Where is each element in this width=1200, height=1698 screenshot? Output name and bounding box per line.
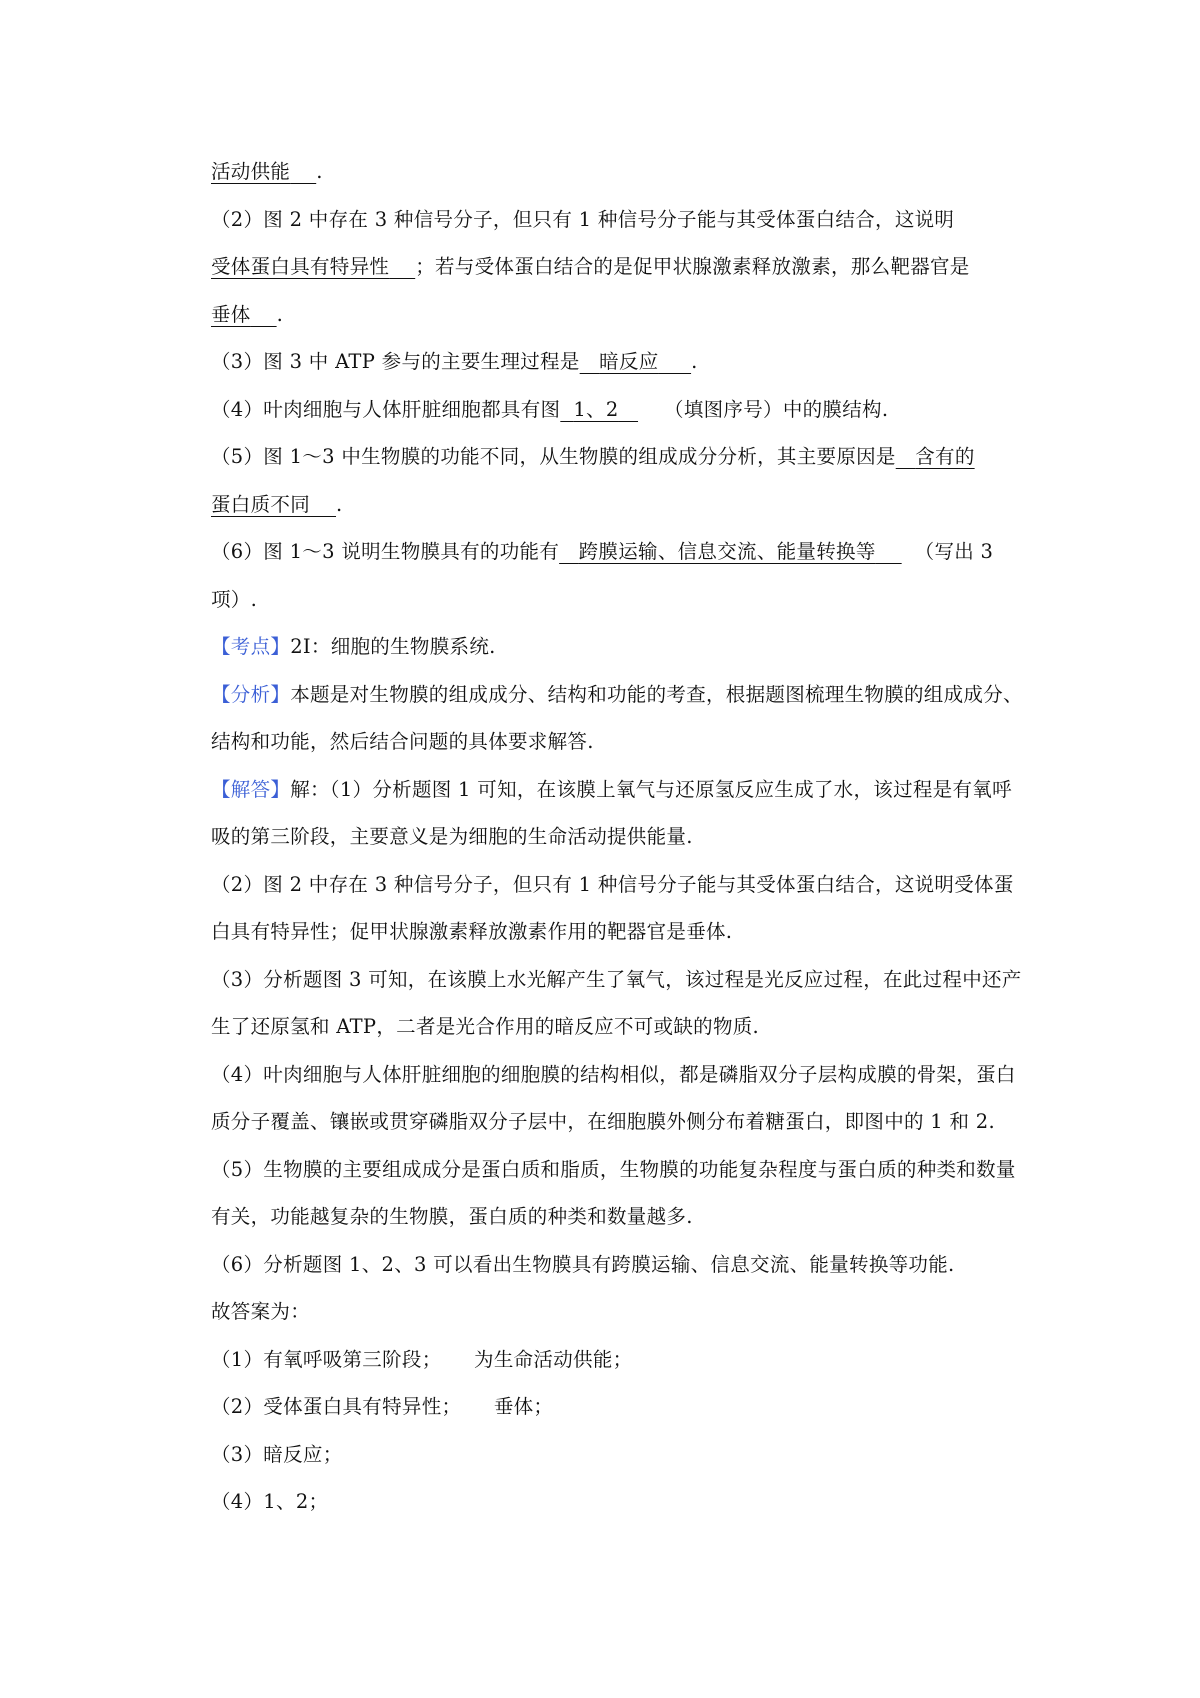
q2-answer-a: 受体蛋白具有特异性 <box>211 255 390 278</box>
jieda-paragraph-6: （6）分析题图 1、2、3 可以看出生物膜具有跨膜运输、信息交流、能量转换等功能. <box>211 1252 955 1276</box>
answers-heading: 故答案为： <box>211 1300 311 1323</box>
q1-tail-line: 活动供能 . <box>211 160 323 183</box>
q4-line: （4）叶肉细胞与人体肝脏细胞都具有图 1、2 （填图序号）中的膜结构. <box>211 397 889 421</box>
q5-answer-a: 含有的 <box>915 445 975 468</box>
jieda-paragraph-5: （5）生物膜的主要组成成分是蛋白质和脂质，生物膜的功能复杂程度与蛋白质的种类和数量有关，功能越复杂的生物膜，蛋白质的种类和数量越多. <box>211 1157 1016 1228</box>
jieda-paragraph-1: 【解答】解：（1）分析题图 1 可知，在该膜上氧气与还原氢反应生成了水，该过程是有氧呼吸的第三阶段，主要意义是为细胞的生命活动提供能量. <box>211 777 1012 848</box>
jieda-paragraph-4: （4）叶肉细胞与人体肝脏细胞的细胞膜的结构相似，都是磷脂双分子层构成膜的骨架，蛋白质分子覆盖、镶嵌或贯穿磷脂双分子层中，在细胞膜外侧分布着糖蛋白，即图中的 1 和 2. <box>211 1062 1016 1133</box>
answer-4: （4）1、2； <box>211 1490 329 1513</box>
answer-3: （3）暗反应； <box>211 1442 343 1466</box>
kaodian-tag: 【考点】 <box>211 635 291 658</box>
answer-2: （2）受体蛋白具有特异性； 垂体； <box>211 1395 554 1418</box>
jieda-paragraph-2: （2）图 2 中存在 3 种信号分子，但只有 1 种信号分子能与其受体蛋白结合，这说明受体蛋白具有特异性；促甲状腺激素释放激素作用的靶器官是垂体. <box>211 872 1014 943</box>
kaodian-line: 【考点】2I：细胞的生物膜系统. <box>211 635 496 658</box>
q4-answer: 1、2 <box>573 397 619 421</box>
answer-1: （1）有氧呼吸第三阶段； 为生命活动供能； <box>211 1347 633 1371</box>
q5-answer-b: 蛋白质不同 <box>211 492 311 516</box>
q6-answer: 跨膜运输、信息交流、能量转换等 <box>578 540 876 563</box>
q3-answer: 暗反应 <box>599 350 659 373</box>
q1-answer: 活动供能 <box>211 160 291 183</box>
fenxi-tag: 【分析】 <box>211 682 291 706</box>
q3-line: （3）图 3 中 ATP 参与的主要生理过程是 暗反应 . <box>211 350 698 373</box>
fenxi-paragraph: 【分析】本题是对生物膜的组成成分、结构和功能的考查，根据题图梳理生物膜的组成成分、结构和功能，然后结合问题的具体要求解答. <box>211 682 1023 753</box>
q5-paragraph: （5）图 1～3 中生物膜的功能不同，从生物膜的组成成分分析，其主要原因是 含有的 蛋白质不同 . <box>211 445 975 516</box>
q2-answer-b: 垂体 <box>211 302 251 326</box>
jieda-tag: 【解答】 <box>211 777 291 801</box>
jieda-paragraph-3: （3）分析题图 3 可知，在该膜上水光解产生了氧气，该过程是光反应过程，在此过程中还产生了还原氢和 ATP，二者是光合作用的暗反应不可或缺的物质. <box>211 967 1022 1038</box>
q2-paragraph: （2）图 2 中存在 3 种信号分子，但只有 1 种信号分子能与其受体蛋白结合，这说明 受体蛋白具有特异性 ；若与受体蛋白结合的是促甲状腺激素释放激素，那么靶器官是 垂体 . <box>211 207 970 326</box>
q6-paragraph: （6）图 1～3 说明生物膜具有的功能有 跨膜运输、信息交流、能量转换等 （写出 3 项）. <box>211 540 994 611</box>
document-body <box>211 148 1023 1526</box>
